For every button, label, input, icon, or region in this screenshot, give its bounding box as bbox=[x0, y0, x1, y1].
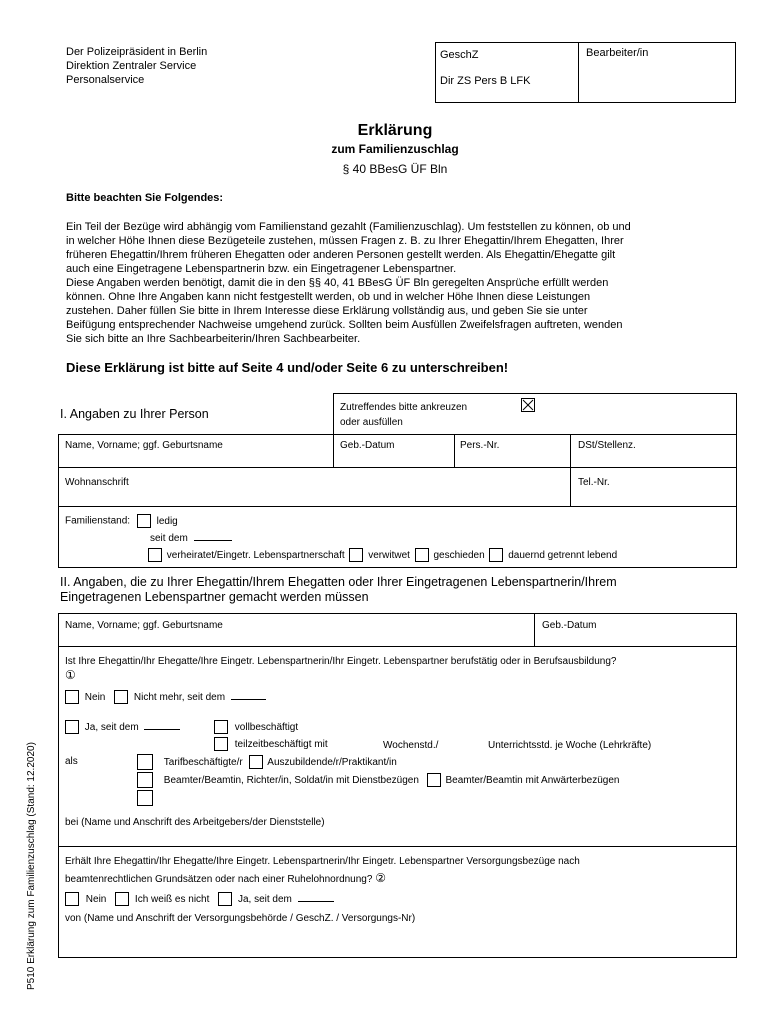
ja-checkbox[interactable] bbox=[65, 720, 79, 734]
pension-question: Erhält Ihre Ehegattin/Ihr Ehegatte/Ihre Eingetr. Lebenspartnerin/Ihr Eingetr. Lebenspartner Versorgungsbezüge nach beamtenrechtlichen Grundsätzen oder nach einer Ruhelohnordnung? ② bbox=[65, 856, 580, 885]
employer-label: bei (Name und Anschrift des Arbeitgebers/der Dienststelle) bbox=[65, 817, 325, 828]
ledig-checkbox[interactable] bbox=[137, 514, 151, 528]
form-law-ref: § 40 BBesG ÜF Bln bbox=[342, 162, 448, 176]
als-label: als bbox=[65, 756, 78, 767]
address-field-label: Wohnanschrift bbox=[65, 477, 129, 488]
beamter-dienst-checkbox[interactable] bbox=[137, 772, 153, 788]
tarif-row: Tarifbeschäftigte/r Auszubildende/r/Praktikant/in bbox=[137, 754, 397, 770]
intro-paragraph-2: Diese Angaben werden benötigt, damit die in den §§ 40, 41 BBesG ÜF Bln geregelten Ansprüche erfüllt werden können. Ohne Ihre Angaben kann nicht festgestellt werden, ob und in welcher Höhe Ihnen diese Leistungen zustehen. Daher füllen Sie bitte in Ihrem Interesse diese Erklärung vollständig aus, und geben Sie sie unter Beifügung entsprechender Nachweise umgehend zurück. Sollten beim Ausfüllen Zweifelsfragen auftreten, wenden Sie sich bitte an Ihre Sachbearbeiterin/Ihren Sachbearbeiter. bbox=[66, 277, 623, 345]
nein-checkbox[interactable] bbox=[65, 690, 79, 704]
beamter-anwaerter-checkbox[interactable] bbox=[427, 773, 441, 787]
employment-status-row: Nein Nicht mehr, seit dem bbox=[65, 690, 266, 704]
geschz-value: Dir ZS Pers B LFK bbox=[440, 75, 531, 87]
intro-paragraph-1: Ein Teil der Bezüge wird abhängig vom Familienstand gezahlt (Familienzuschlag). Um feststellen zu können, ob und in welcher Höhe Ihnen diese Bezügeteile zustehen, müssen Fragen z. B. zu Ihrer Ehegattin/Ihrem Ehegatten, Ihrer früheren Ehegattin/Ihrem früheren Ehegatten oder anderen Personen gestellt werden. Als Ehegattin/Ehegatte gilt auch eine Eingetragene Lebenspartnerin bzw. ein Eingetragener Lebenspartner. bbox=[66, 221, 631, 275]
verheiratet-checkbox[interactable] bbox=[148, 548, 162, 562]
form-side-label: P510 Erklärung zum Familienzuschlag (Stand: 12.2020) bbox=[26, 742, 37, 990]
vollbeschaeftigt-checkbox[interactable] bbox=[214, 720, 228, 734]
form-subtitle: zum Familienzuschlag bbox=[331, 142, 459, 156]
footnote-marker-2: ② bbox=[375, 871, 386, 885]
verwitwet-checkbox[interactable] bbox=[349, 548, 363, 562]
ja-seit-date-input[interactable] bbox=[144, 729, 180, 730]
tarif-checkbox[interactable] bbox=[137, 754, 153, 770]
ja-seit-row: Ja, seit dem bbox=[65, 720, 180, 734]
bearbeiter-label: Bearbeiter/in bbox=[586, 47, 649, 59]
pension-seit-date-input[interactable] bbox=[298, 901, 334, 902]
nicht-mehr-date-input[interactable] bbox=[231, 699, 266, 700]
employment-question: Ist Ihre Ehegattin/Ihr Ehegatte/Ihre Eingetr. Lebenspartnerin/Ihr Eingetr. Lebenspartner berufstätig oder in Berufsausbildung? bbox=[65, 656, 617, 667]
extra-checkbox[interactable] bbox=[137, 790, 153, 806]
geschz-label: GeschZ bbox=[440, 49, 479, 61]
seit-dem-input[interactable] bbox=[194, 540, 232, 541]
teilzeit-row: teilzeitbeschäftigt mit bbox=[214, 737, 328, 751]
persnr-field-label: Pers.-Nr. bbox=[460, 440, 500, 451]
intro-heading: Bitte beachten Sie Folgendes: bbox=[66, 192, 224, 204]
form-title: Erklärung bbox=[357, 122, 433, 139]
pension-options-row: Nein Ich weiß es nicht Ja, seit dem bbox=[65, 892, 334, 906]
getrennt-checkbox[interactable] bbox=[489, 548, 503, 562]
footnote-marker-1: ① bbox=[65, 668, 76, 682]
authority-address: Der Polizeipräsident in Berlin Direktion Zentraler Service Personalservice bbox=[66, 46, 208, 86]
spouse-name-label: Name, Vorname; ggf. Geburtsname bbox=[65, 620, 223, 631]
azubi-checkbox[interactable] bbox=[249, 755, 263, 769]
dob-field-label: Geb.-Datum bbox=[340, 440, 395, 451]
beamter-row: Beamter/Beamtin, Richter/in, Soldat/in mit Dienstbezügen Beamter/Beamtin mit Anwärterbezügen bbox=[137, 772, 619, 788]
vollbeschaeftigt-row: vollbeschäftigt bbox=[214, 720, 298, 734]
tel-field-label: Tel.-Nr. bbox=[578, 477, 610, 488]
name-field-label: Name, Vorname; ggf. Geburtsname bbox=[65, 440, 223, 451]
teilzeit-checkbox[interactable] bbox=[214, 737, 228, 751]
dst-field-label: DSt/Stellenz. bbox=[578, 440, 636, 451]
marital-options-row: verheiratet/Eingetr. Lebenspartnerschaft verwitwet geschieden dauernd getrennt lebend bbox=[148, 548, 617, 562]
weiss-nicht-checkbox[interactable] bbox=[115, 892, 129, 906]
wochenstd-label: Wochenstd./ bbox=[383, 740, 439, 751]
unterricht-label: Unterrichtsstd. je Woche (Lehrkräfte) bbox=[488, 740, 652, 751]
familienstand-row: Familienstand: ledig bbox=[65, 515, 178, 527]
spouse-dob-label: Geb.-Datum bbox=[542, 620, 597, 631]
geschieden-checkbox[interactable] bbox=[415, 548, 429, 562]
section1-hint: Zutreffendes bitte ankreuzen oder ausfüllen bbox=[340, 402, 468, 428]
pension-authority-label: von (Name und Anschrift der Versorgungsbehörde / GeschZ. / Versorgungs-Nr) bbox=[65, 913, 416, 924]
section2-heading: II. Angaben, die zu Ihrer Ehegattin/Ihrem Ehegatten oder Ihrer Eingetragenen Lebenspartnerin/Ihrem Eingetragenen Lebenspartner gemacht werden müssen bbox=[60, 575, 617, 604]
pension-nein-checkbox[interactable] bbox=[65, 892, 79, 906]
checked-example-box bbox=[521, 398, 535, 412]
nicht-mehr-checkbox[interactable] bbox=[114, 690, 128, 704]
pension-ja-checkbox[interactable] bbox=[218, 892, 232, 906]
section1-heading: I. Angaben zu Ihrer Person bbox=[60, 407, 209, 421]
seit-dem-row: seit dem bbox=[150, 533, 232, 545]
cross-icon bbox=[522, 399, 534, 411]
signature-notice: Diese Erklärung ist bitte auf Seite 4 und/oder Seite 6 zu unterschreiben! bbox=[66, 360, 509, 375]
